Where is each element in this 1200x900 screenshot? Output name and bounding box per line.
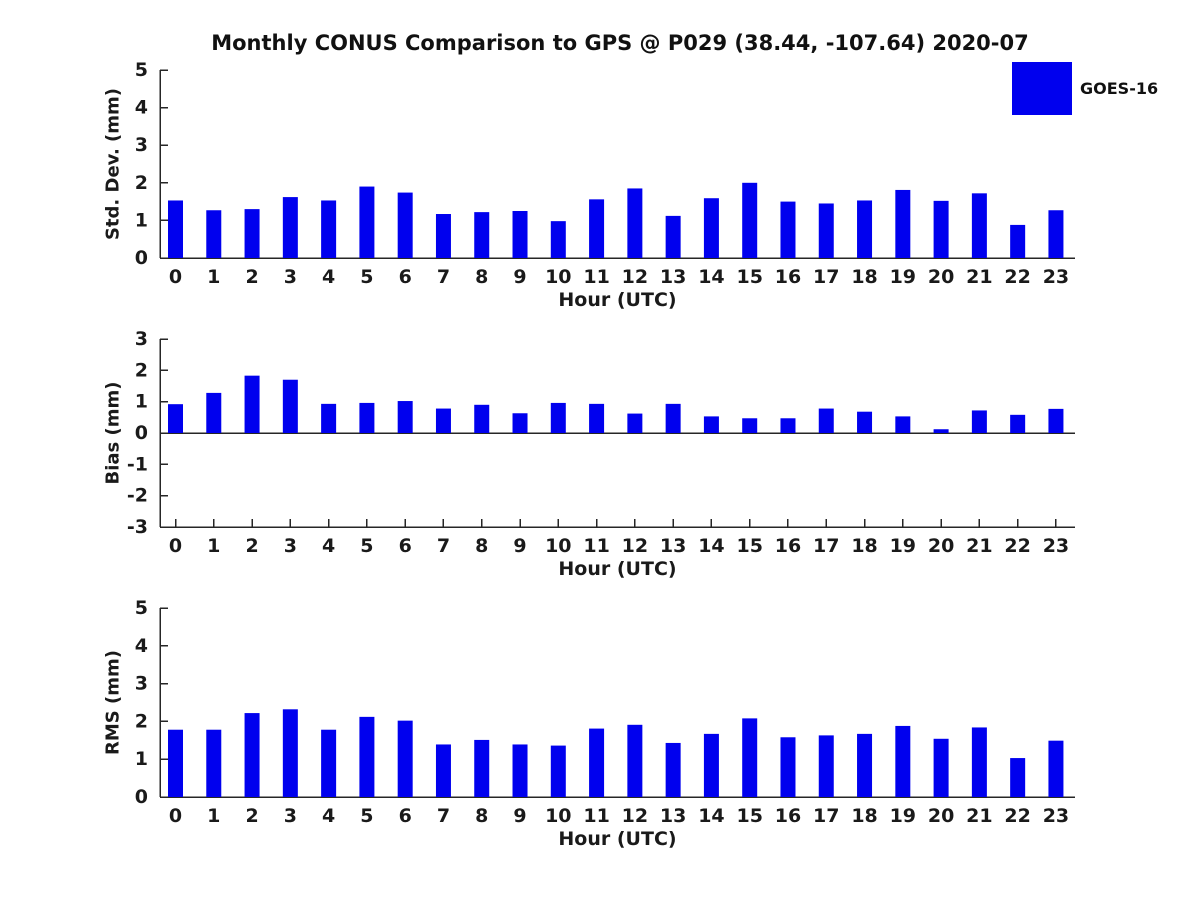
x-tick-label: 6 (398, 805, 412, 827)
x-tick-label: 21 (966, 535, 993, 557)
x-tick-label: 22 (1004, 266, 1031, 288)
x-tick-label: 21 (966, 805, 993, 827)
bar-hour-4 (321, 730, 336, 797)
x-tick-label: 18 (851, 805, 878, 827)
bar-hour-18 (857, 200, 872, 258)
bar-hour-2 (245, 209, 260, 258)
y-tick-label: 3 (134, 328, 148, 350)
x-tick-label: 12 (621, 535, 649, 557)
x-tick-label: 22 (1004, 805, 1031, 827)
bar-hour-23 (1048, 741, 1063, 797)
legend-label: GOES-16 (1080, 79, 1159, 98)
bar-hour-16 (780, 737, 795, 797)
bar-hour-22 (1010, 225, 1025, 258)
x-tick-label: 0 (168, 805, 183, 827)
x-tick-label: 12 (621, 805, 649, 827)
x-tick-label: 14 (698, 535, 725, 557)
bar-hour-0 (168, 404, 183, 433)
x-tick-label: 11 (583, 535, 610, 557)
bar-hour-3 (283, 197, 298, 258)
x-tick-label: 12 (621, 266, 649, 288)
bar-hour-0 (168, 200, 183, 258)
x-tick-label: 16 (774, 535, 802, 557)
y-tick-label: -2 (126, 484, 148, 507)
bar-hour-8 (474, 405, 489, 433)
x-tick-label: 10 (545, 266, 572, 288)
bar-hour-2 (245, 713, 260, 797)
x-tick-label: 23 (1042, 805, 1070, 827)
bar-hour-18 (857, 734, 872, 797)
y-tick-label: 4 (134, 96, 148, 119)
x-tick-label: 13 (659, 266, 687, 288)
x-tick-label: 5 (360, 535, 374, 557)
bar-hour-19 (895, 416, 910, 433)
x-tick-label: 0 (168, 535, 183, 557)
y-tick-label: 0 (134, 786, 148, 808)
x-tick-label: 17 (813, 805, 840, 827)
x-tick-label: 18 (851, 535, 878, 557)
bar-hour-17 (819, 203, 834, 258)
x-tick-label: 18 (851, 266, 878, 288)
bar-hour-17 (819, 735, 834, 797)
x-tick-label: 8 (475, 535, 489, 557)
bar-hour-12 (627, 414, 642, 433)
x-tick-label: 13 (659, 535, 687, 557)
bar-hour-8 (474, 740, 489, 797)
bar-hour-14 (704, 198, 719, 258)
rms-panel (103, 597, 1076, 850)
y-tick-label: 0 (134, 422, 148, 444)
y-tick-label: 3 (134, 672, 148, 695)
x-tick-label: 5 (360, 805, 374, 827)
bar-hour-23 (1048, 210, 1063, 258)
x-tick-label: 9 (513, 535, 527, 557)
x-tick-label: 10 (545, 805, 572, 827)
bar-hour-23 (1048, 409, 1063, 433)
x-tick-label: 17 (813, 535, 840, 557)
x-tick-label: 23 (1042, 535, 1070, 557)
bar-hour-2 (245, 376, 260, 433)
bar-hour-20 (934, 739, 949, 797)
x-tick-label: 19 (889, 805, 917, 827)
bar-hour-11 (589, 729, 604, 797)
x-tick-label: 8 (475, 266, 489, 288)
y-tick-label: 2 (134, 359, 148, 382)
x-tick-label: 0 (168, 266, 183, 288)
x-tick-label: 4 (322, 535, 336, 557)
bar-hour-13 (666, 743, 681, 797)
bar-hour-12 (627, 725, 642, 797)
y-tick-label: 5 (134, 597, 148, 619)
bar-hour-22 (1010, 415, 1025, 433)
y-tick-label: -1 (126, 453, 148, 476)
bar-hour-21 (972, 727, 987, 797)
bar-hour-10 (551, 221, 566, 258)
bar-hour-16 (780, 202, 795, 258)
y-tick-label: 0 (134, 247, 148, 269)
std-dev-panel (103, 59, 1076, 311)
x-tick-label: 7 (436, 535, 451, 557)
x-axis-title: Hour (UTC) (558, 289, 677, 311)
bar-hour-21 (972, 193, 987, 258)
bias-panel (103, 328, 1076, 580)
bar-hour-5 (359, 403, 374, 433)
chart-title: Monthly CONUS Comparison to GPS @ P029 (38.44, -107.64) 2020-07 (211, 31, 1029, 55)
bar-hour-15 (742, 718, 757, 797)
x-tick-label: 6 (398, 535, 412, 557)
x-tick-label: 2 (245, 535, 259, 557)
bar-hour-6 (398, 193, 413, 258)
bar-hour-15 (742, 418, 757, 433)
y-tick-label: 2 (134, 710, 148, 733)
bar-hour-14 (704, 416, 719, 433)
bar-hour-19 (895, 190, 910, 258)
y-tick-label: 3 (134, 134, 148, 157)
x-tick-label: 2 (245, 266, 259, 288)
y-tick-label: 4 (134, 634, 148, 657)
bar-hour-11 (589, 404, 604, 433)
x-tick-label: 13 (659, 805, 687, 827)
bar-hour-0 (168, 730, 183, 797)
x-tick-label: 20 (927, 535, 955, 557)
bar-hour-19 (895, 726, 910, 797)
y-tick-label: 5 (134, 59, 148, 81)
y-tick-label: 2 (134, 171, 148, 194)
x-tick-label: 5 (360, 266, 374, 288)
bar-hour-15 (742, 183, 757, 258)
x-tick-label: 1 (207, 535, 221, 557)
x-tick-label: 1 (207, 805, 221, 827)
x-tick-label: 23 (1042, 266, 1070, 288)
y-tick-label: -3 (126, 516, 148, 538)
x-tick-label: 20 (927, 266, 955, 288)
bar-hour-17 (819, 409, 834, 433)
bar-hour-12 (627, 188, 642, 258)
x-tick-label: 3 (283, 266, 297, 288)
bar-hour-3 (283, 709, 298, 797)
y-axis-title: Std. Dev. (mm) (102, 87, 124, 241)
x-tick-label: 3 (283, 805, 297, 827)
bar-hour-10 (551, 746, 566, 797)
x-tick-label: 1 (207, 266, 221, 288)
bar-hour-21 (972, 410, 987, 433)
x-tick-label: 7 (436, 266, 451, 288)
x-tick-label: 19 (889, 266, 917, 288)
x-tick-label: 4 (322, 805, 336, 827)
bar-hour-1 (206, 730, 221, 797)
x-tick-label: 20 (927, 805, 955, 827)
bar-hour-8 (474, 212, 489, 258)
bar-hour-9 (513, 413, 528, 433)
y-axis-title: Bias (mm) (102, 381, 124, 485)
x-tick-label: 15 (736, 266, 763, 288)
x-tick-label: 15 (736, 535, 763, 557)
x-tick-label: 16 (774, 805, 802, 827)
bar-hour-6 (398, 721, 413, 797)
bar-hour-13 (666, 404, 681, 433)
x-tick-label: 10 (545, 535, 572, 557)
bar-hour-4 (321, 404, 336, 433)
bar-hour-1 (206, 210, 221, 258)
bar-hour-6 (398, 401, 413, 433)
x-tick-label: 16 (774, 266, 802, 288)
x-tick-label: 14 (698, 266, 725, 288)
x-tick-label: 9 (513, 266, 527, 288)
bar-hour-1 (206, 393, 221, 433)
x-axis-title: Hour (UTC) (558, 558, 677, 580)
x-tick-label: 4 (322, 266, 336, 288)
x-tick-label: 7 (436, 805, 451, 827)
x-tick-label: 11 (583, 266, 610, 288)
bar-hour-4 (321, 200, 336, 258)
x-axis-title: Hour (UTC) (558, 828, 677, 850)
bar-hour-5 (359, 717, 374, 797)
bar-hour-7 (436, 744, 451, 797)
bar-hour-14 (704, 734, 719, 797)
bar-hour-3 (283, 380, 298, 433)
x-tick-label: 8 (475, 805, 489, 827)
bar-hour-7 (436, 409, 451, 433)
x-tick-label: 21 (966, 266, 993, 288)
x-tick-label: 19 (889, 535, 917, 557)
y-tick-label: 1 (134, 209, 148, 232)
bar-hour-9 (513, 744, 528, 797)
bar-hour-22 (1010, 758, 1025, 797)
y-tick-label: 1 (134, 748, 148, 771)
bar-hour-7 (436, 214, 451, 258)
bar-hour-9 (513, 211, 528, 258)
bar-hour-20 (934, 201, 949, 258)
x-tick-label: 9 (513, 805, 527, 827)
bar-hour-5 (359, 187, 374, 258)
y-axis-title: RMS (mm) (102, 650, 124, 755)
bar-hour-20 (934, 429, 949, 433)
x-tick-label: 11 (583, 805, 610, 827)
x-tick-label: 15 (736, 805, 763, 827)
x-tick-label: 14 (698, 805, 725, 827)
x-tick-label: 17 (813, 266, 840, 288)
y-tick-label: 1 (134, 390, 148, 413)
x-tick-label: 2 (245, 805, 259, 827)
x-tick-label: 6 (398, 266, 412, 288)
bar-hour-18 (857, 412, 872, 433)
bar-hour-11 (589, 199, 604, 258)
x-tick-label: 3 (283, 535, 297, 557)
x-tick-label: 22 (1004, 535, 1031, 557)
bar-hour-13 (666, 216, 681, 258)
bar-hour-16 (780, 418, 795, 433)
bar-hour-10 (551, 403, 566, 433)
